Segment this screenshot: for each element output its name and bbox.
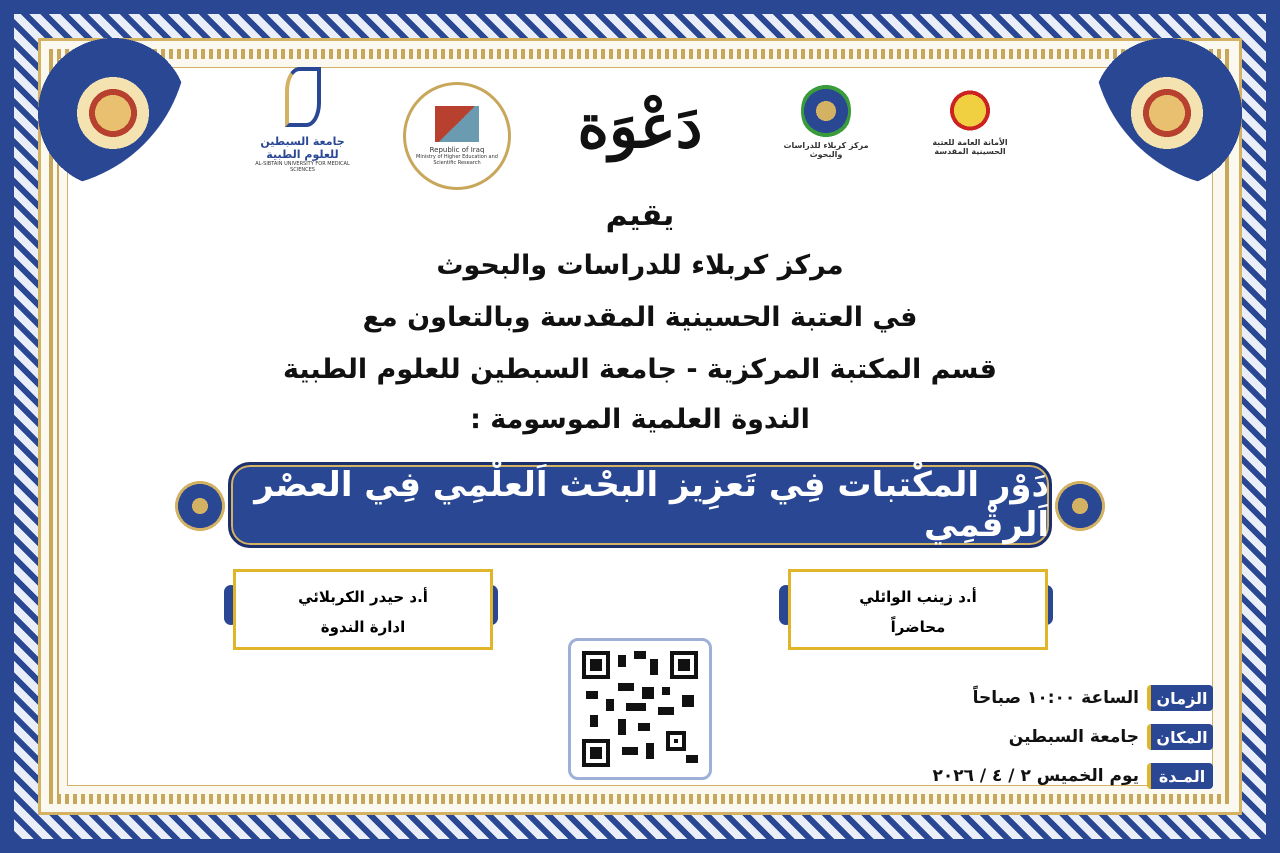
- invitation-title: دَعْوَة: [577, 92, 703, 162]
- place-value: جامعة السبطين: [1008, 727, 1139, 747]
- time-label: الزمان: [1147, 685, 1213, 711]
- qr-code-icon: [581, 651, 699, 767]
- banner-ornament-left: [170, 478, 230, 534]
- moderator-role: ادارة الندوة: [320, 618, 406, 636]
- lecturer-name: أ.د زينب الوائلي: [859, 588, 977, 606]
- date-value: يوم الخميس ٢ / ٤ / ٢٠٢٦: [932, 766, 1139, 786]
- intro-line: يقيم: [605, 198, 675, 233]
- seminar-title-banner: دَوْر المكْتبات فِي تَعزِيز البحْث اَلعلْمِي فِي العصْر اَلرقْمِي: [228, 462, 1052, 548]
- banner-ornament-right: [1050, 478, 1110, 534]
- lecturer-card: [788, 569, 1048, 650]
- place-label: المكان: [1147, 724, 1213, 750]
- moderator-name: أ.د حيدر الكربلائي: [298, 588, 428, 606]
- qr-code[interactable]: [568, 638, 712, 780]
- karbala-center-logo: مركز كربلاء للدراسات والبحوث: [778, 62, 874, 177]
- time-value: الساعة ١٠:٠٠ صباحاً: [972, 688, 1139, 708]
- partner-line: قسم المكتبة المركزية - جامعة السبطين للعلوم الطبية: [283, 354, 997, 385]
- cooperation-line: في العتبة الحسينية المقدسة وبالتعاون مع: [362, 302, 918, 333]
- lecturer-role: محاضراً: [890, 618, 946, 636]
- al-sibtain-university-logo: جامعة السبطين للعلوم الطبية AL-SIBTAIN UNIVERSITY FOR MEDICAL SCIENCES: [245, 60, 360, 180]
- imam-hussain-shrine-logo: الأمانة العامة للعتبة الحسينية المقدسة: [922, 62, 1018, 177]
- date-label: المـدة: [1147, 763, 1213, 789]
- organizer-line: مركز كربلاء للدراسات والبحوث: [436, 250, 844, 281]
- info-date-row: [932, 763, 1213, 789]
- moderator-card: [233, 569, 493, 650]
- ministry-higher-education-logo: Republic of Iraq Ministry of Higher Education and Scientific Research: [403, 82, 511, 190]
- info-time-row: [973, 685, 1213, 711]
- seminar-label: الندوة العلمية الموسومة :: [470, 404, 810, 435]
- info-place-row: [1009, 724, 1213, 750]
